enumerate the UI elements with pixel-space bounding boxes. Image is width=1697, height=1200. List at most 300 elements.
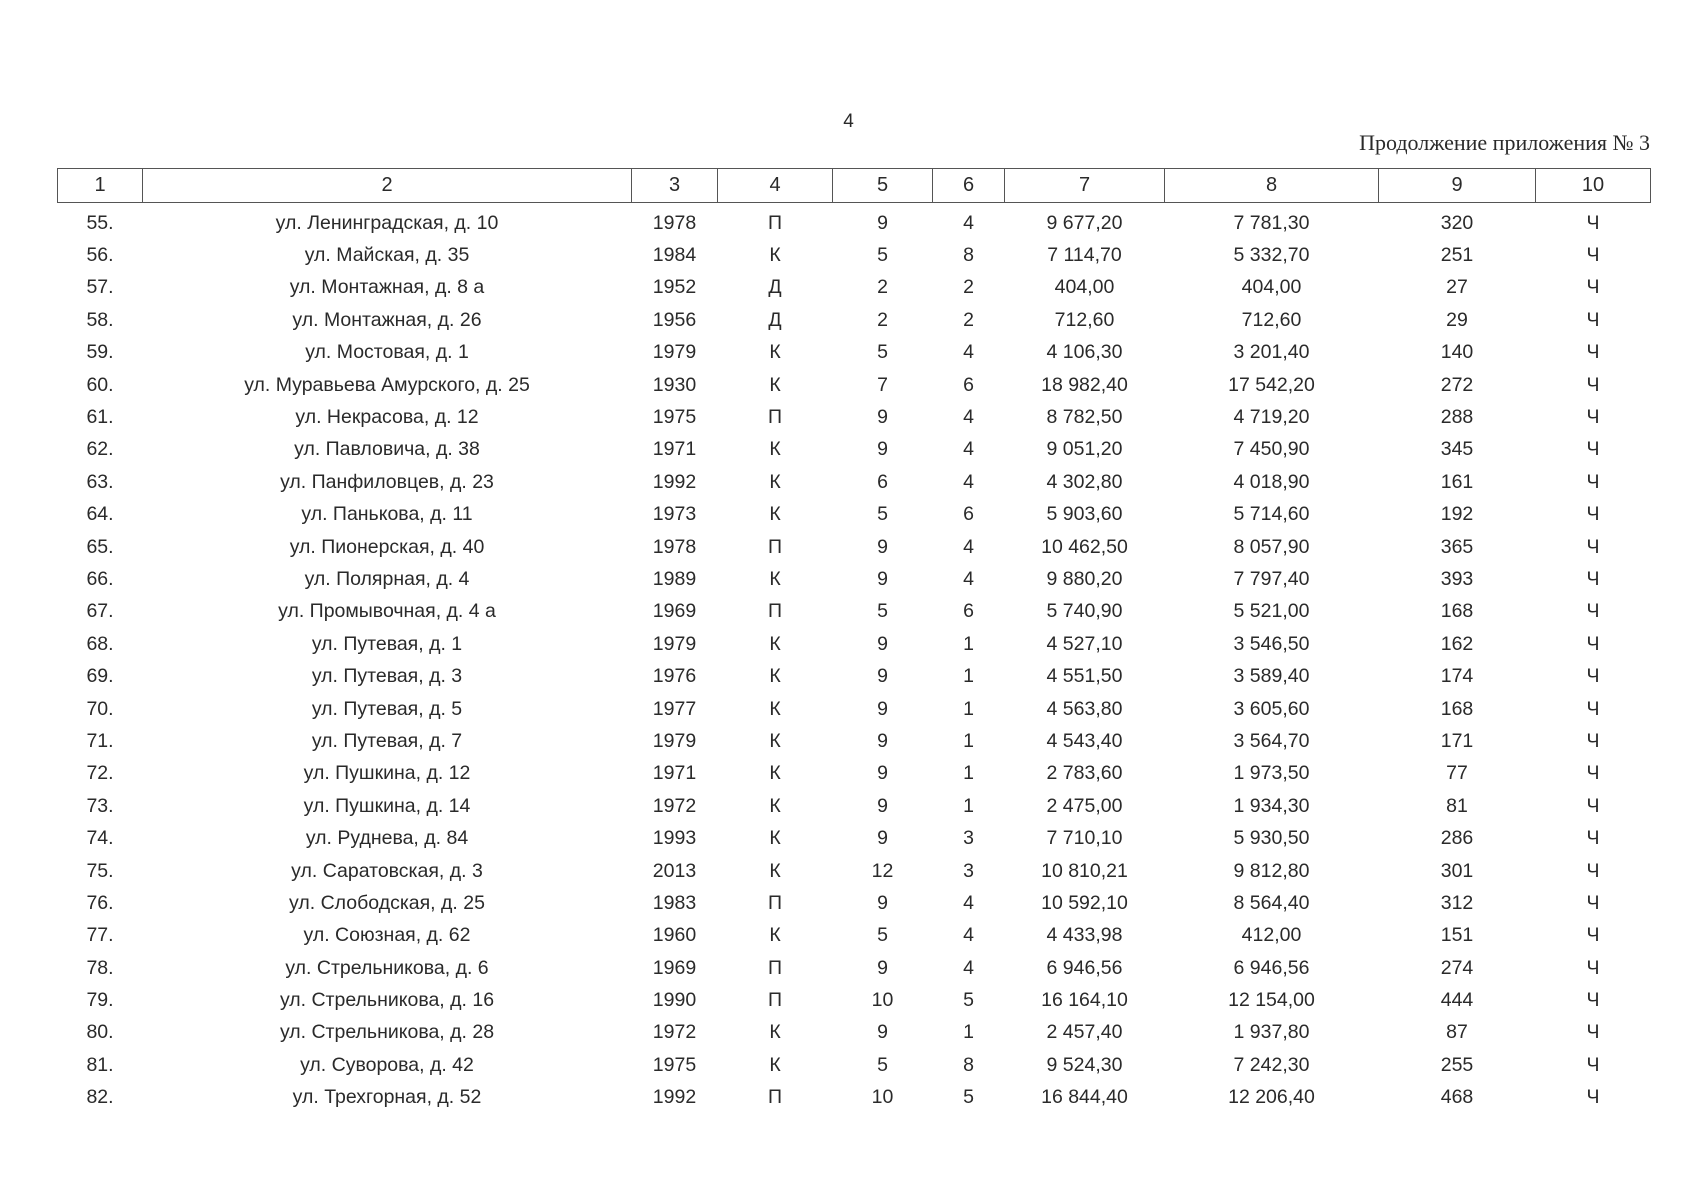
ownership-type-cell: Ч (1586, 341, 1600, 364)
floors-cell: 9 (877, 632, 888, 655)
floors-cell: 5 (877, 600, 888, 623)
entrances-cell: 5 (963, 989, 974, 1012)
total-area-cell: 8 782,50 (1046, 406, 1123, 429)
row-number-cell: 75. (86, 859, 114, 882)
floors-cell: 9 (877, 891, 888, 914)
entrances-cell: 1 (963, 794, 974, 817)
year-built-cell: 1960 (652, 924, 697, 947)
wall-material-cell: К (769, 244, 781, 267)
column-header: 5 (833, 169, 933, 203)
year-built-cell: 1990 (652, 989, 697, 1012)
year-built-cell: 1992 (652, 1086, 697, 1109)
ownership-type-cell: Ч (1586, 729, 1600, 752)
total-area-cell: 4 543,40 (1046, 729, 1123, 752)
row-number-cell: 68. (86, 632, 114, 655)
floors-cell: 5 (877, 244, 888, 267)
residents-cell: 365 (1440, 535, 1474, 558)
residents-cell: 81 (1446, 794, 1468, 817)
total-area-cell: 2 457,40 (1046, 1021, 1123, 1044)
ownership-type-cell: Ч (1586, 211, 1600, 234)
total-area-cell: 10 592,10 (1041, 891, 1128, 914)
row-number-cell: 81. (86, 1053, 114, 1076)
entrances-cell: 4 (963, 341, 974, 364)
total-area-cell: 9 880,20 (1046, 567, 1123, 590)
living-area-cell: 12 154,00 (1228, 989, 1315, 1012)
year-built-cell: 1989 (652, 567, 697, 590)
wall-material-cell: К (769, 762, 781, 785)
total-area-cell: 404,00 (1054, 276, 1115, 299)
ownership-type-cell: Ч (1586, 632, 1600, 655)
entrances-cell: 1 (963, 632, 974, 655)
total-area-cell: 9 524,30 (1046, 1053, 1123, 1076)
ownership-type-cell: Ч (1586, 535, 1600, 558)
floors-cell: 9 (877, 827, 888, 850)
floors-cell: 9 (877, 1021, 888, 1044)
total-area-cell: 5 740,90 (1046, 600, 1123, 623)
address-cell: ул. Промывочная, д. 4 а (278, 600, 496, 623)
row-number-cell: 57. (86, 276, 114, 299)
row-number-cell: 69. (86, 665, 114, 688)
row-number-cell: 76. (86, 891, 114, 914)
entrances-cell: 6 (963, 503, 974, 526)
residents-cell: 192 (1440, 503, 1474, 526)
year-built-cell: 1956 (652, 308, 697, 331)
wall-material-cell: К (769, 470, 781, 493)
table-row (58, 920, 1651, 952)
column-header: 3 (632, 169, 718, 203)
total-area-cell: 16 844,40 (1041, 1086, 1128, 1109)
entrances-cell: 1 (963, 1021, 974, 1044)
living-area-cell: 12 206,40 (1228, 1086, 1315, 1109)
total-area-cell: 9 051,20 (1046, 438, 1123, 461)
wall-material-cell: К (769, 438, 781, 461)
floors-cell: 7 (877, 373, 888, 396)
wall-material-cell: П (767, 535, 782, 558)
living-area-cell: 5 332,70 (1233, 244, 1310, 267)
wall-material-cell: К (769, 924, 781, 947)
residents-cell: 77 (1446, 762, 1468, 785)
residents-cell: 27 (1446, 276, 1468, 299)
floors-cell: 5 (877, 924, 888, 947)
year-built-cell: 1971 (652, 762, 697, 785)
residents-cell: 168 (1440, 697, 1474, 720)
ownership-type-cell: Ч (1586, 924, 1600, 947)
ownership-type-cell: Ч (1586, 276, 1600, 299)
ownership-type-cell: Ч (1586, 956, 1600, 979)
page-number: 4 (843, 111, 854, 132)
year-built-cell: 1992 (652, 470, 697, 493)
ownership-type-cell: Ч (1586, 665, 1600, 688)
table-row (58, 660, 1651, 692)
residents-cell: 151 (1440, 924, 1474, 947)
living-area-cell: 1 937,80 (1233, 1021, 1310, 1044)
ownership-type-cell: Ч (1586, 406, 1600, 429)
year-built-cell: 1973 (652, 503, 697, 526)
living-area-cell: 7 450,90 (1233, 438, 1310, 461)
address-cell: ул. Пушкина, д. 12 (303, 762, 471, 785)
living-area-cell: 1 934,30 (1233, 794, 1310, 817)
living-area-cell: 4 719,20 (1233, 406, 1310, 429)
table-row (58, 239, 1651, 271)
residents-cell: 255 (1440, 1053, 1474, 1076)
year-built-cell: 1977 (652, 697, 697, 720)
residents-cell: 468 (1440, 1086, 1474, 1109)
ownership-type-cell: Ч (1586, 827, 1600, 850)
entrances-cell: 3 (963, 827, 974, 850)
residents-cell: 444 (1440, 989, 1474, 1012)
column-header: 9 (1379, 169, 1536, 203)
row-number-cell: 63. (86, 470, 114, 493)
row-number-cell: 67. (86, 600, 114, 623)
floors-cell: 5 (877, 503, 888, 526)
floors-cell: 5 (877, 1053, 888, 1076)
table-row (58, 822, 1651, 854)
column-header: 1 (58, 169, 143, 203)
year-built-cell: 1979 (652, 632, 697, 655)
entrances-cell: 4 (963, 567, 974, 590)
living-area-cell: 17 542,20 (1228, 373, 1315, 396)
floors-cell: 9 (877, 406, 888, 429)
total-area-cell: 9 677,20 (1046, 211, 1123, 234)
total-area-cell: 7 114,70 (1047, 244, 1122, 267)
wall-material-cell: П (767, 406, 782, 429)
table-header (58, 169, 1651, 203)
column-header: 2 (143, 169, 632, 203)
row-number-cell: 74. (86, 827, 114, 850)
living-area-cell: 712,60 (1241, 308, 1302, 331)
wall-material-cell: К (769, 859, 781, 882)
ownership-type-cell: Ч (1586, 891, 1600, 914)
address-cell: ул. Саратовская, д. 3 (291, 859, 483, 882)
table-row (58, 725, 1651, 757)
entrances-cell: 2 (963, 276, 974, 299)
living-area-cell: 8 564,40 (1233, 891, 1310, 914)
address-cell: ул. Путевая, д. 3 (311, 665, 463, 688)
row-number-cell: 72. (86, 762, 114, 785)
total-area-cell: 2 783,60 (1046, 762, 1123, 785)
total-area-cell: 6 946,56 (1046, 956, 1123, 979)
ownership-type-cell: Ч (1586, 1086, 1600, 1109)
residents-cell: 87 (1446, 1021, 1468, 1044)
living-area-cell: 404,00 (1241, 276, 1302, 299)
address-cell: ул. Монтажная, д. 26 (292, 308, 482, 331)
column-header: 4 (718, 169, 833, 203)
table-row (58, 466, 1651, 498)
wall-material-cell: П (767, 956, 782, 979)
residents-cell: 274 (1440, 956, 1474, 979)
address-cell: ул. Пионерская, д. 40 (289, 535, 485, 558)
total-area-cell: 4 302,80 (1046, 470, 1123, 493)
living-area-cell: 5 521,00 (1233, 600, 1310, 623)
row-number-cell: 71. (86, 729, 114, 752)
year-built-cell: 1972 (652, 794, 697, 817)
entrances-cell: 4 (963, 956, 974, 979)
residents-cell: 288 (1440, 406, 1474, 429)
table-row (58, 790, 1651, 822)
year-built-cell: 1975 (652, 1053, 697, 1076)
residents-cell: 272 (1440, 373, 1474, 396)
total-area-cell: 7 710,10 (1046, 827, 1123, 850)
ownership-type-cell: Ч (1586, 762, 1600, 785)
ownership-type-cell: Ч (1586, 244, 1600, 267)
column-header: 6 (933, 169, 1005, 203)
table-row (58, 434, 1651, 466)
entrances-cell: 8 (963, 244, 974, 267)
total-area-cell: 4 527,10 (1046, 632, 1123, 655)
wall-material-cell: К (769, 827, 781, 850)
ownership-type-cell: Ч (1586, 989, 1600, 1012)
floors-cell: 9 (877, 535, 888, 558)
address-cell: ул. Трехгорная, д. 52 (292, 1086, 482, 1109)
address-cell: ул. Руднева, д. 84 (305, 827, 469, 850)
floors-cell: 9 (877, 762, 888, 785)
buildings-table (57, 168, 1651, 1114)
table-row (58, 887, 1651, 919)
living-area-cell: 9 812,80 (1233, 859, 1310, 882)
living-area-cell: 3 605,60 (1233, 697, 1310, 720)
column-header: 8 (1165, 169, 1379, 203)
ownership-type-cell: Ч (1586, 308, 1600, 331)
entrances-cell: 4 (963, 891, 974, 914)
wall-material-cell: К (769, 1053, 781, 1076)
year-built-cell: 1952 (652, 276, 697, 299)
living-area-cell: 1 973,50 (1233, 762, 1310, 785)
total-area-cell: 4 433,98 (1046, 924, 1123, 947)
address-cell: ул. Монтажная, д. 8 а (289, 276, 485, 299)
ownership-type-cell: Ч (1586, 1021, 1600, 1044)
wall-material-cell: П (767, 891, 782, 914)
entrances-cell: 4 (963, 924, 974, 947)
floors-cell: 9 (877, 665, 888, 688)
address-cell: ул. Суворова, д. 42 (300, 1053, 474, 1076)
row-number-cell: 79. (86, 989, 114, 1012)
floors-cell: 10 (871, 989, 894, 1012)
ownership-type-cell: Ч (1586, 470, 1600, 493)
residents-cell: 345 (1440, 438, 1474, 461)
table-row (58, 1017, 1651, 1049)
table-row (58, 596, 1651, 628)
entrances-cell: 8 (963, 1053, 974, 1076)
address-cell: ул. Стрельникова, д. 28 (279, 1021, 495, 1044)
floors-cell: 12 (871, 859, 894, 882)
wall-material-cell: К (769, 632, 781, 655)
table-row (58, 401, 1651, 433)
entrances-cell: 1 (963, 729, 974, 752)
table-row (58, 758, 1651, 790)
floors-cell: 9 (877, 211, 888, 234)
residents-cell: 162 (1440, 632, 1474, 655)
row-number-cell: 56. (86, 244, 114, 267)
living-area-cell: 3 589,40 (1233, 665, 1310, 688)
ownership-type-cell: Ч (1586, 794, 1600, 817)
wall-material-cell: П (767, 600, 782, 623)
living-area-cell: 6 946,56 (1233, 956, 1310, 979)
living-area-cell: 8 057,90 (1233, 535, 1310, 558)
table-row (58, 272, 1651, 304)
year-built-cell: 1976 (652, 665, 697, 688)
ownership-type-cell: Ч (1586, 503, 1600, 526)
wall-material-cell: П (767, 211, 782, 234)
residents-cell: 140 (1440, 341, 1474, 364)
wall-material-cell: К (769, 697, 781, 720)
address-cell: ул. Полярная, д. 4 (304, 567, 470, 590)
address-cell: ул. Мостовая, д. 1 (305, 341, 469, 364)
residents-cell: 171 (1440, 729, 1474, 752)
floors-cell: 9 (877, 729, 888, 752)
wall-material-cell: К (769, 341, 781, 364)
residents-cell: 320 (1440, 211, 1474, 234)
entrances-cell: 1 (963, 697, 974, 720)
entrances-cell: 5 (963, 1086, 974, 1109)
living-area-cell: 412,00 (1241, 924, 1302, 947)
floors-cell: 9 (877, 956, 888, 979)
column-header: 7 (1005, 169, 1165, 203)
ownership-type-cell: Ч (1586, 438, 1600, 461)
table-row (58, 531, 1651, 563)
row-number-cell: 66. (86, 567, 114, 590)
year-built-cell: 1993 (652, 827, 697, 850)
table-row (58, 369, 1651, 401)
wall-material-cell: Д (768, 308, 782, 331)
table-row (58, 628, 1651, 660)
address-cell: ул. Ленинградская, д. 10 (275, 211, 499, 234)
wall-material-cell: К (769, 665, 781, 688)
residents-cell: 174 (1440, 665, 1474, 688)
header-row (58, 169, 1651, 203)
row-number-cell: 73. (86, 794, 114, 817)
residents-cell: 312 (1440, 891, 1474, 914)
table-row (58, 304, 1651, 336)
ownership-type-cell: Ч (1586, 1053, 1600, 1076)
wall-material-cell: П (767, 1086, 782, 1109)
appendix-continuation-note: Продолжение приложения № 3 (1359, 130, 1650, 155)
year-built-cell: 2013 (652, 859, 697, 882)
floors-cell: 6 (877, 470, 888, 493)
entrances-cell: 6 (963, 600, 974, 623)
year-built-cell: 1978 (652, 211, 697, 234)
total-area-cell: 4 551,50 (1046, 665, 1123, 688)
row-number-cell: 70. (86, 697, 114, 720)
entrances-cell: 4 (963, 535, 974, 558)
year-built-cell: 1978 (652, 535, 697, 558)
wall-material-cell: К (769, 794, 781, 817)
address-cell: ул. Союзная, д. 62 (303, 924, 471, 947)
wall-material-cell: К (769, 567, 781, 590)
address-cell: ул. Слободская, д. 25 (289, 891, 485, 914)
row-number-cell: 64. (86, 503, 114, 526)
year-built-cell: 1969 (652, 600, 697, 623)
entrances-cell: 3 (963, 859, 974, 882)
table-row (58, 952, 1651, 984)
floors-cell: 2 (877, 308, 888, 331)
address-cell: ул. Панфиловцев, д. 23 (280, 470, 494, 493)
year-built-cell: 1979 (652, 341, 697, 364)
total-area-cell: 5 903,60 (1046, 503, 1123, 526)
living-area-cell: 5 930,50 (1233, 827, 1310, 850)
table-body (58, 203, 1651, 1114)
ownership-type-cell: Ч (1586, 859, 1600, 882)
entrances-cell: 4 (963, 406, 974, 429)
total-area-cell: 18 982,40 (1041, 373, 1128, 396)
row-number-cell: 65. (86, 535, 114, 558)
row-number-cell: 55. (86, 211, 114, 234)
row-number-cell: 58. (86, 308, 114, 331)
table-row (58, 563, 1651, 595)
total-area-cell: 712,60 (1054, 308, 1115, 331)
total-area-cell: 4 106,30 (1046, 341, 1123, 364)
year-built-cell: 1972 (652, 1021, 697, 1044)
residents-cell: 29 (1446, 308, 1468, 331)
ownership-type-cell: Ч (1586, 600, 1600, 623)
table-row (58, 984, 1651, 1016)
address-cell: ул. Некрасова, д. 12 (295, 406, 479, 429)
wall-material-cell: К (769, 373, 781, 396)
address-cell: ул. Майская, д. 35 (304, 244, 470, 267)
wall-material-cell: К (769, 729, 781, 752)
year-built-cell: 1969 (652, 956, 697, 979)
total-area-cell: 10 462,50 (1041, 535, 1128, 558)
entrances-cell: 2 (963, 308, 974, 331)
entrances-cell: 4 (963, 438, 974, 461)
table-row (58, 337, 1651, 369)
floors-cell: 5 (877, 341, 888, 364)
residents-cell: 393 (1440, 567, 1474, 590)
living-area-cell: 5 714,60 (1233, 503, 1310, 526)
floors-cell: 2 (877, 276, 888, 299)
row-number-cell: 77. (86, 924, 114, 947)
living-area-cell: 7 797,40 (1233, 567, 1310, 590)
total-area-cell: 4 563,80 (1046, 697, 1123, 720)
total-area-cell: 10 810,21 (1041, 859, 1128, 882)
living-area-cell: 4 018,90 (1233, 470, 1310, 493)
table-row (58, 855, 1651, 887)
residents-cell: 161 (1440, 470, 1474, 493)
row-number-cell: 78. (86, 956, 114, 979)
total-area-cell: 2 475,00 (1046, 794, 1123, 817)
year-built-cell: 1983 (652, 891, 697, 914)
row-number-cell: 82. (86, 1086, 114, 1109)
address-cell: ул. Путевая, д. 7 (311, 729, 463, 752)
row-number-cell: 61. (86, 406, 114, 429)
address-cell: ул. Павловича, д. 38 (294, 438, 480, 461)
living-area-cell: 7 781,30 (1233, 211, 1310, 234)
year-built-cell: 1971 (652, 438, 697, 461)
address-cell: ул. Панькова, д. 11 (301, 503, 473, 526)
floors-cell: 9 (877, 438, 888, 461)
entrances-cell: 1 (963, 665, 974, 688)
living-area-cell: 7 242,30 (1233, 1053, 1310, 1076)
floors-cell: 9 (877, 567, 888, 590)
table-row (58, 499, 1651, 531)
year-built-cell: 1975 (652, 406, 697, 429)
year-built-cell: 1984 (652, 244, 697, 267)
table-row (58, 693, 1651, 725)
year-built-cell: 1930 (652, 373, 697, 396)
year-built-cell: 1979 (652, 729, 697, 752)
floors-cell: 10 (871, 1086, 894, 1109)
wall-material-cell: К (769, 503, 781, 526)
entrances-cell: 6 (963, 373, 974, 396)
row-number-cell: 62. (86, 438, 114, 461)
ownership-type-cell: Ч (1586, 697, 1600, 720)
wall-material-cell: К (769, 1021, 781, 1044)
floors-cell: 9 (877, 697, 888, 720)
wall-material-cell: Д (768, 276, 782, 299)
table-row (58, 1049, 1651, 1081)
address-cell: ул. Стрельникова, д. 6 (285, 956, 489, 979)
address-cell: ул. Пушкина, д. 14 (303, 794, 471, 817)
row-number-cell: 60. (86, 373, 114, 396)
